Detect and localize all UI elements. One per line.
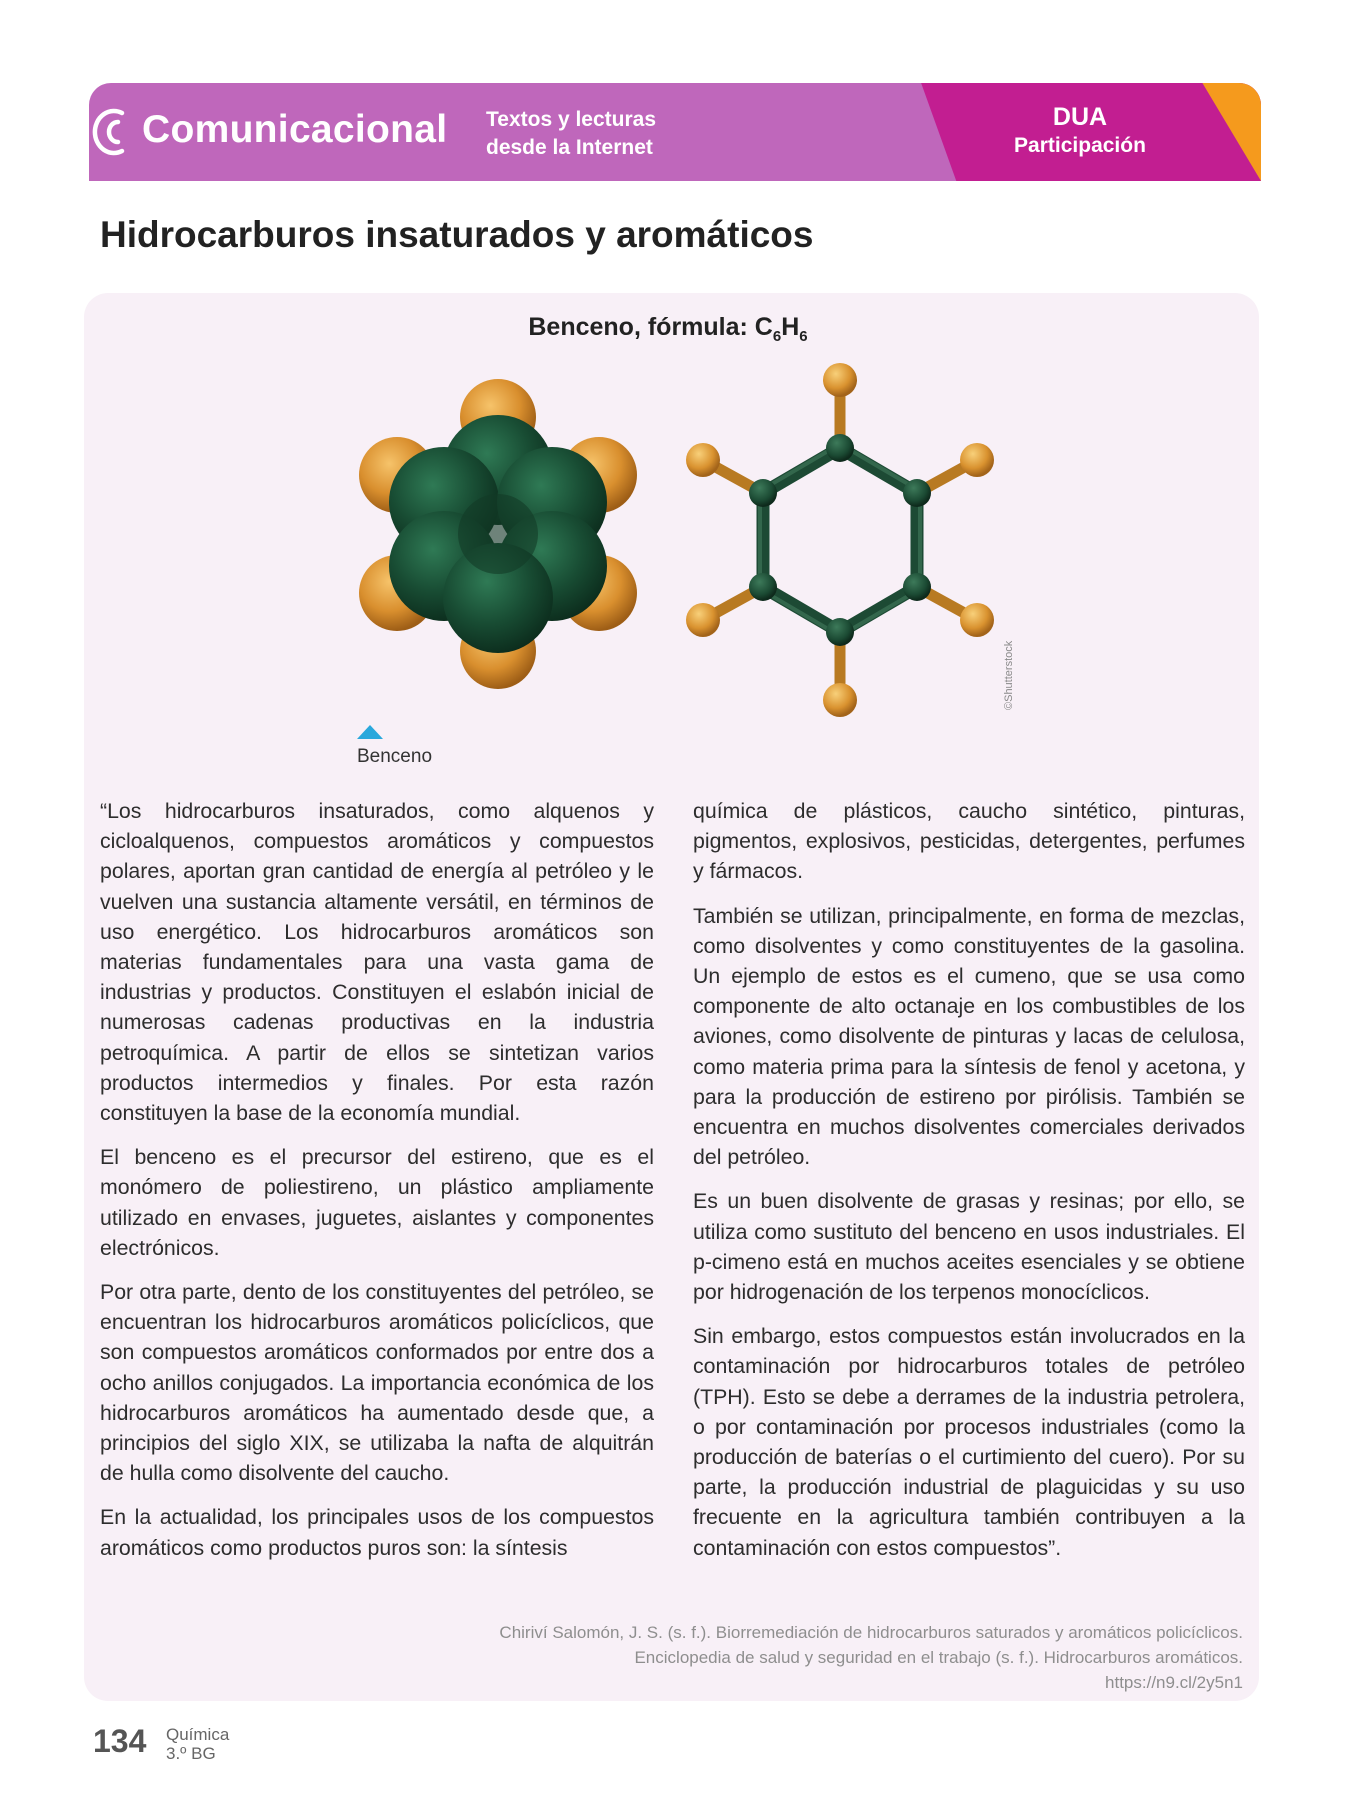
paragraph: Por otra parte, dento de los constituyentes del petróleo, se encuentran los hidrocarburos aromáticos policíclicos, que son compuestos aromáticos conformados por entre dos a ocho anillos conjugados. La importancia económica de los hidrocarburos aromáticos ha aumentado desde que, a principios del siglo XIX, se utilizaba la nafta de alquitrán de hulla como disolvente del caucho. — [100, 1280, 654, 1486]
carbon-hydrogen-bonds — [703, 380, 977, 700]
carbon-balls — [749, 434, 931, 646]
dua-tag-title: DUA — [1052, 103, 1108, 131]
reference-link[interactable]: https://n9.cl/2y5n1 — [1105, 1673, 1243, 1692]
paragraph: Es un buen disolvente de grasas y resinas; por ello, se utiliza como sustituto del benceno en usos industriales. El p-cimeno está en muchos aceites esenciales y se obtiene por hidrogenación de los terpenos monocíclicos. — [693, 1189, 1245, 1305]
section-label-line2: desde la Internet — [486, 136, 653, 159]
reference-item: Enciclopedia de salud y seguridad en el trabajo (s. f.). Hidrocarburos aromáticos. — [634, 1648, 1243, 1667]
figure-caption: Benceno — [357, 746, 433, 767]
comunicacional-logo-icon — [88, 105, 134, 159]
brand-title: Comunicacional — [142, 108, 448, 151]
page-title: Hidrocarburos insaturados y aromáticos — [100, 214, 814, 255]
paragraph: “Los hidrocarburos insaturados, como alquenos y cicloalquenos, compuestos aromáticos y compuestos polares, aportan gran cantidad de energía al petróleo y le vuelven una sustancia altamente versátil, en términos de uso energético. Los hidrocarburos aromáticos son materias fundamentales para una vasta gama de industrias y productos. Constituyen el eslabón inicial de numerosas cadenas productivas en la industria petroquímica. A partir de ellos se sintetizan varios productos intermedios y finales. Por esta razón constituyen la base de la economía mundial. — [100, 799, 654, 1126]
paragraph: Sin embargo, estos compuestos están involucrados en la contaminación por hidrocarburos totales de petróleo (TPH). Esto se debe a derrames de la industria petrolera, o por contaminación por procesos industriales (como la producción de baterías o el curtimiento del cuero). Por su parte, la producción industrial de plaguicidas y su uso frecuente en la agricultura también contribuyen a la contaminación con estos compuestos”. — [693, 1324, 1245, 1560]
text-column-left — [100, 796, 654, 1577]
figure-title-h: H — [781, 313, 800, 341]
page-number: 134 — [93, 1723, 147, 1759]
paragraph: También se utilizan, principalmente, en forma de mezclas, como disolventes y como constituyentes de la gasolina. Un ejemplo de estos es el cumeno, que se usa como componente de alto octanaje en los combustibles de los aviones, como disolvente de pinturas y lacas de celulosa, como materia prima para la síntesis de fenol y acetona, y para la producción de estireno por pirólisis. También se encuentra en muchos disolventes comerciales derivados del petróleo. — [693, 903, 1245, 1170]
paragraph: química de plásticos, caucho sintético, pinturas, pigmentos, explosivos, pesticidas, detergentes, perfumes y fármacos. — [693, 799, 1245, 884]
subject-grade: 3.º BG — [166, 1744, 216, 1763]
figure-title-prefix: Benceno, fórmula: C — [528, 313, 773, 341]
paragraph: En la actualidad, los principales usos de los compuestos aromáticos como productos puros son: la síntesis — [100, 1505, 654, 1560]
subject-name: Química — [166, 1725, 230, 1744]
dua-tag — [985, 102, 1175, 160]
references — [343, 1620, 1243, 1695]
caption-triangle-icon — [356, 724, 384, 740]
dua-tag-subtitle: Participación — [1014, 134, 1146, 157]
figure-title — [0, 313, 1343, 345]
benzene-space-filling-model — [348, 375, 648, 693]
formula-subscript-carbon: 6 — [772, 328, 782, 345]
reference-item: Chiriví Salomón, J. S. (s. f.). Biorremediación de hidrocarburos saturados y aromáticos policíclicos. — [499, 1623, 1243, 1642]
section-label — [486, 106, 706, 162]
section-label-line1: Textos y lecturas — [486, 108, 657, 131]
text-column-right — [693, 796, 1245, 1577]
benzene-ball-and-stick-model — [680, 360, 1000, 720]
image-credit: ©Shutterstock — [1003, 640, 1015, 710]
paragraph: El benceno es el precursor del estireno, que es el monómero de poliestireno, un plástico ampliamente utilizado en envases, juguetes, aislantes y componentes electrónicos. — [100, 1145, 654, 1260]
formula-subscript-hydrogen: 6 — [799, 328, 808, 345]
footer-subject — [166, 1725, 229, 1763]
